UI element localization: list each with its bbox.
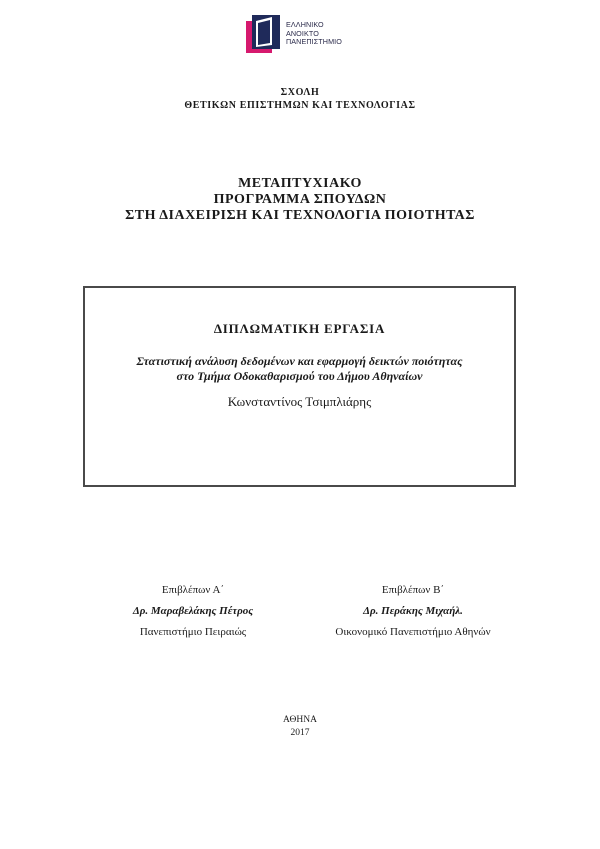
thesis-title-line-1: Στατιστική ανάλυση δεδομένων και εφαρμογή δεικτών ποιότητας bbox=[136, 354, 463, 368]
program-line-3: ΣΤΗ ΔΙΑΧΕΙΡΙΣΗ ΚΑΙ ΤΕΧΝΟΛΟΓΙΑ ΠΟΙΟΤΗΤΑΣ bbox=[125, 208, 475, 223]
school-line-1: ΣΧΟΛΗ bbox=[280, 87, 320, 98]
thesis-box bbox=[83, 286, 516, 487]
thesis-title-line-2: στο Τμήμα Οδοκαθαρισμού του Δήμου Αθηναίων bbox=[176, 369, 423, 383]
university-logo-icon bbox=[246, 15, 282, 53]
footer bbox=[0, 714, 600, 740]
program-heading bbox=[0, 176, 600, 224]
supervisor-a-role: Επιβλέπων Α΄ bbox=[161, 584, 225, 596]
thesis-title bbox=[85, 354, 514, 384]
thesis-author: Κωνσταντίνος Τσιμπλιάρης bbox=[227, 394, 372, 409]
supervisor-b-name: Δρ. Περάκης Μιχαήλ. bbox=[363, 605, 463, 617]
school-line-2: ΘΕΤΙΚΩΝ ΕΠΙΣΤΗΜΩΝ ΚΑΙ ΤΕΧΝΟΛΟΓΙΑΣ bbox=[184, 100, 416, 111]
school-heading bbox=[0, 86, 600, 112]
footer-city: ΑΘΗΝΑ bbox=[283, 715, 317, 725]
supervisor-b-university: Οικονομικό Πανεπιστήμιο Αθηνών bbox=[335, 626, 491, 638]
supervisor-b-role: Επιβλέπων Β΄ bbox=[381, 584, 445, 596]
program-line-1: ΜΕΤΑΠΤΥΧΙΑΚΟ bbox=[238, 176, 362, 191]
logo-line-2: ΑΝΟΙΚΤΟ bbox=[286, 28, 319, 38]
logo-line-3: ΠΑΝΕΠΙΣΤΗΜΙΟ bbox=[286, 37, 342, 47]
logo-line-1: ΕΛΛΗΝΙΚΟ bbox=[286, 20, 324, 30]
university-logo bbox=[246, 14, 366, 54]
footer-year: 2017 bbox=[290, 728, 310, 738]
thesis-type: ΔΙΠΛΩΜΑΤΙΚΗ ΕΡΓΑΣΙΑ bbox=[213, 321, 386, 336]
logo-text bbox=[286, 21, 342, 46]
supervisor-a-university: Πανεπιστήμιο Πειραιώς bbox=[139, 626, 247, 638]
program-line-2: ΠΡΟΓΡΑΜΜΑ ΣΠΟΥΔΩΝ bbox=[213, 192, 387, 207]
supervisor-b bbox=[283, 580, 543, 643]
supervisor-a-name: Δρ. Μαραβελάκης Πέτρος bbox=[132, 605, 254, 617]
